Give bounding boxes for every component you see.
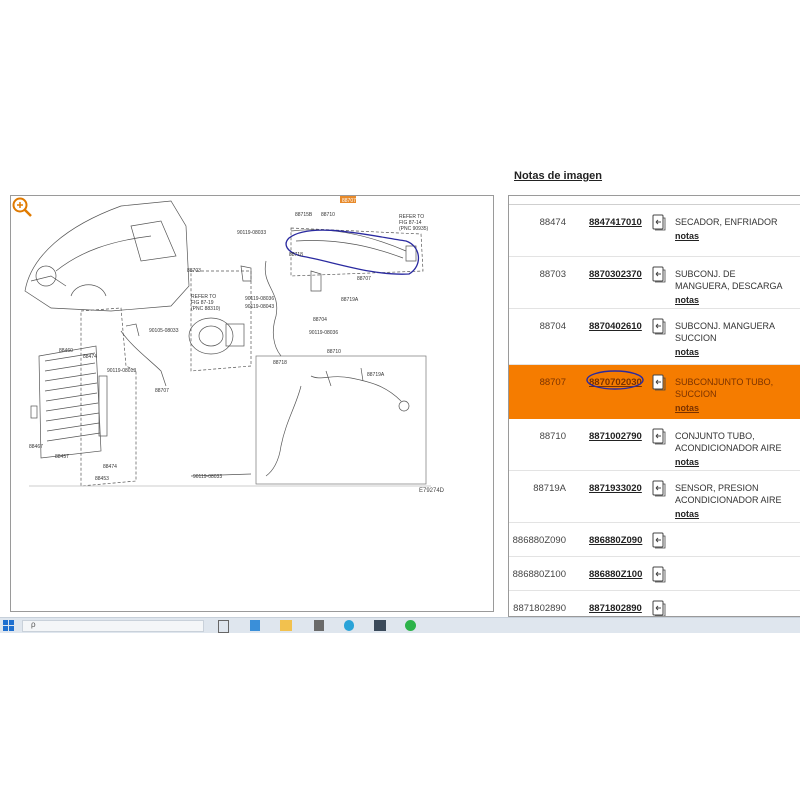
copy-icon[interactable] bbox=[652, 532, 666, 549]
part-row[interactable] bbox=[509, 205, 800, 257]
app-icon[interactable] bbox=[314, 620, 324, 631]
reference-number: 886880Z100 bbox=[512, 569, 566, 580]
diagram-label: 88719A bbox=[367, 372, 385, 378]
diagram-drawing bbox=[11, 196, 493, 611]
reference-number: 88474 bbox=[539, 217, 566, 228]
copy-icon[interactable] bbox=[652, 600, 666, 617]
diagram-label: 88707 bbox=[155, 388, 169, 394]
part-description bbox=[675, 268, 800, 306]
part-number-link[interactable]: 8871933020 bbox=[589, 483, 642, 494]
description-line: ACONDICIONADOR AIRE bbox=[675, 443, 782, 453]
part-description bbox=[675, 320, 800, 358]
notes-link[interactable]: notas bbox=[675, 231, 700, 241]
part-row[interactable] bbox=[509, 523, 800, 557]
reference-number: 88707 bbox=[539, 377, 566, 388]
app-icon[interactable] bbox=[250, 620, 260, 631]
diagram-label: (PNC 90935) bbox=[399, 226, 429, 232]
diagram-label: 88457 bbox=[55, 454, 69, 460]
diagram-label: 88467 bbox=[29, 444, 43, 450]
diagram-label: 88707 bbox=[357, 276, 371, 282]
parts-diagram bbox=[10, 195, 494, 612]
diagram-label: 88474 bbox=[103, 464, 117, 470]
reference-number: 8871802890 bbox=[513, 603, 566, 614]
reference-number: 88703 bbox=[539, 269, 566, 280]
diagram-label: 88710 bbox=[327, 349, 341, 355]
diagram-label: 90119-08043 bbox=[245, 304, 275, 310]
reference-number: 886880Z090 bbox=[512, 535, 566, 546]
copy-icon[interactable] bbox=[652, 480, 666, 497]
part-number-link[interactable]: 886880Z090 bbox=[589, 535, 643, 546]
description-line: SUBCONJ. DE bbox=[675, 269, 736, 279]
description-line: ACONDICIONADOR AIRE bbox=[675, 495, 782, 505]
part-row[interactable] bbox=[509, 257, 800, 309]
part-number-link[interactable]: 886880Z100 bbox=[589, 569, 643, 580]
notes-link[interactable]: notas bbox=[675, 457, 700, 467]
notes-link[interactable]: notas bbox=[675, 347, 700, 357]
diagram-label: 90119-08036 bbox=[245, 296, 275, 302]
part-number-link[interactable]: 8870702030 bbox=[589, 377, 642, 388]
part-row[interactable] bbox=[509, 471, 800, 523]
reference-number: 88710 bbox=[539, 431, 566, 442]
app-icon[interactable] bbox=[344, 620, 354, 631]
description-line: SECADOR, ENFRIADOR bbox=[675, 217, 778, 227]
copy-icon[interactable] bbox=[652, 266, 666, 283]
part-row[interactable] bbox=[509, 419, 800, 471]
diagram-label: 90119-08033 bbox=[237, 230, 267, 236]
description-line: MANGUERA, DESCARGA bbox=[675, 281, 783, 291]
diagram-label: 88718 bbox=[273, 360, 287, 366]
description-line: SUBCONJUNTO TUBO, bbox=[675, 377, 774, 387]
description-line: SUCCION bbox=[675, 389, 717, 399]
search-icon: ρ bbox=[31, 620, 36, 629]
reference-number: 88719A bbox=[533, 483, 566, 494]
part-row[interactable] bbox=[509, 557, 800, 591]
part-row[interactable] bbox=[509, 309, 800, 365]
ink-circle-mark bbox=[585, 369, 645, 391]
diagram-label: 88703 bbox=[187, 268, 201, 274]
part-description bbox=[675, 216, 800, 242]
description-line: SENSOR, PRESION bbox=[675, 483, 759, 493]
part-number-link[interactable]: 8871802890 bbox=[589, 603, 642, 614]
search-input[interactable] bbox=[22, 620, 204, 632]
diagram-label: REFER TO bbox=[399, 214, 425, 220]
callout-text: 88707 bbox=[342, 198, 356, 204]
description-line: CONJUNTO TUBO, bbox=[675, 431, 755, 441]
diagram-label: 88474 bbox=[83, 354, 97, 360]
zoom-in-icon[interactable] bbox=[11, 196, 33, 218]
part-description bbox=[675, 482, 800, 520]
part-number-link[interactable]: 8847417010 bbox=[589, 217, 642, 228]
part-description bbox=[675, 430, 800, 468]
diagram-label: 90119-08036 bbox=[309, 330, 339, 336]
diagram-label: FIG 87-19 bbox=[191, 300, 214, 306]
parts-list bbox=[508, 195, 800, 617]
part-number-link[interactable]: 8870402610 bbox=[589, 321, 642, 332]
diagram-label: 88710 bbox=[321, 212, 335, 218]
diagram-label: 88715B bbox=[295, 212, 313, 218]
description-line: SUCCION bbox=[675, 333, 717, 343]
copy-icon[interactable] bbox=[652, 214, 666, 231]
copy-icon[interactable] bbox=[652, 318, 666, 335]
task-view-icon[interactable] bbox=[218, 620, 229, 633]
copy-icon[interactable] bbox=[652, 428, 666, 445]
part-number-link[interactable]: 8870302370 bbox=[589, 269, 642, 280]
diagram-label: 88719A bbox=[341, 297, 359, 303]
part-description bbox=[675, 376, 800, 414]
notes-link[interactable]: notas bbox=[675, 403, 700, 413]
list-top-rule bbox=[509, 196, 800, 205]
app-icon[interactable] bbox=[374, 620, 386, 631]
notes-title[interactable]: Notas de imagen bbox=[514, 170, 603, 182]
part-number-link[interactable]: 8871002790 bbox=[589, 431, 642, 442]
part-row[interactable] bbox=[509, 365, 800, 419]
drawing-ref: E79274D bbox=[419, 488, 445, 494]
chrome-icon[interactable] bbox=[405, 620, 416, 631]
part-row[interactable] bbox=[509, 591, 800, 617]
windows-start-icon[interactable] bbox=[3, 620, 14, 631]
description-line: SUBCONJ. MANGUERA bbox=[675, 321, 776, 331]
file-explorer-icon[interactable] bbox=[280, 620, 292, 631]
diagram-label: 88460 bbox=[59, 348, 73, 354]
diagram-label: 90105-08033 bbox=[149, 328, 179, 334]
windows-taskbar bbox=[0, 617, 800, 633]
copy-icon[interactable] bbox=[652, 566, 666, 583]
notes-link[interactable]: notas bbox=[675, 295, 700, 305]
diagram-label: FIG 87-14 bbox=[399, 220, 422, 226]
notes-link[interactable]: notas bbox=[675, 509, 700, 519]
diagram-label: 88704 bbox=[313, 317, 327, 323]
reference-number: 88704 bbox=[539, 321, 566, 332]
diagram-label: 88453 bbox=[95, 476, 109, 482]
copy-icon[interactable] bbox=[652, 374, 666, 391]
diagram-label: 90119-08033 bbox=[193, 474, 223, 480]
diagram-label: REFER TO bbox=[191, 294, 217, 300]
diagram-label: 90119-08013 bbox=[107, 368, 137, 374]
diagram-label: 88718 bbox=[289, 252, 303, 258]
diagram-label: (PNC 88310) bbox=[191, 306, 221, 312]
